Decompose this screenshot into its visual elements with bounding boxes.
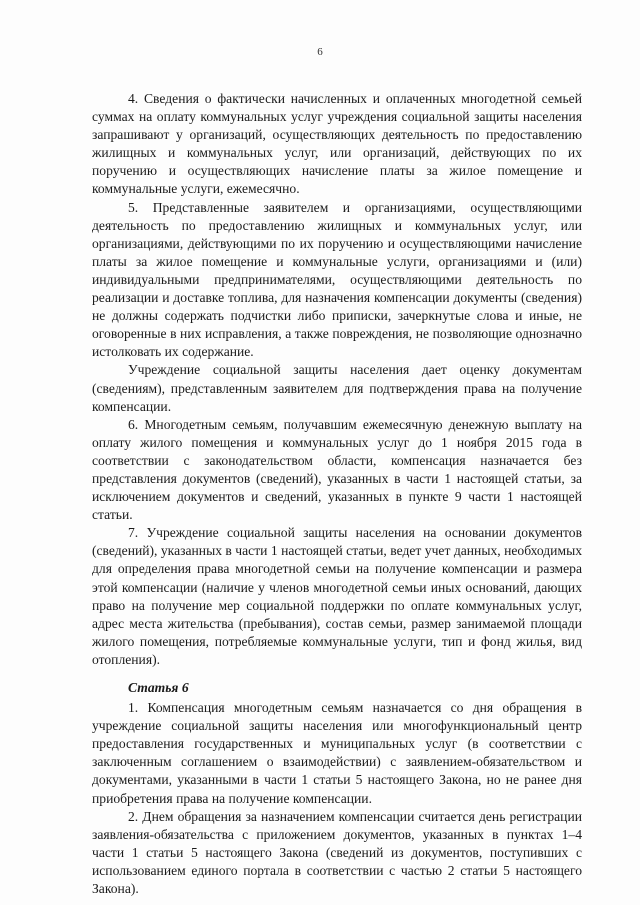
paragraph-5: 5. Представленные заявителем и организациями, осуществляющими деятельность по предоставлению жилищных и коммунальных услуг, или организациями, действующими по их поручению и осуществляющими начисление платы за жилое помещение и коммунальные услуги, организациями и (или) индивидуальными предпринимателями, осуществляющими деятельность по реализации и доставке топлива, для назначения компенсации документы (сведения) не должны содержать подчистки либо приписки, зачеркнутые слова и иные, не оговоренные в них исправления, а также повреждения, не позволяющие однозначно истолковать их содержание. (92, 199, 582, 360)
paragraph-4: 4. Сведения о фактически начисленных и оплаченных многодетной семьей суммах на оплату коммунальных услуг учреждения социальной защиты населения запрашивают у организаций, осуществляющих деятельность по предоставлению жилищных и коммунальных услуг, или организаций, действующих по их поручению и осуществляющих начисление платы за жилое помещение и коммунальные услуги, ежемесячно. (92, 91, 582, 197)
article-heading: Статья 6 (128, 680, 189, 695)
paragraph-assessment: Учреждение социальной защиты населения дает оценку документам (сведениям), представленным заявителем для подтверждения права на получение компенсации. (92, 362, 582, 414)
paragraph-6: 6. Многодетным семьям, получавшим ежемесячную денежную выплату на оплату жилого помещения и коммунальных услуг до 1 ноября 2015 года в соответствии с законодательством области, компенсация назначается без представления документов (сведений), указанных в части 1 настоящей статьи, за исключением документов и сведений, указанных в пункте 9 части 1 настоящей статьи. (92, 416, 582, 523)
document-body (92, 90, 582, 898)
page-number: 6 (317, 46, 323, 58)
article6-paragraph-1: 1. Компенсация многодетным семьям назначается со дня обращения в учреждение социальной защиты населения или многофункциональный центр предоставления государственных и муниципальных услуг (в соответствии с заключенным соглашением о взаимодействии) с заявлением-обязательством и документами, указанными в части 1 статьи 5 настоящего Закона, но не ранее дня приобретения права на получение компенсации. (92, 700, 582, 806)
paragraph-7: 7. Учреждение социальной защиты населения на основании документов (сведений), указанных в части 1 настоящей статьи, ведет учет данных, необходимых для определения права многодетной семьи на получение компенсации и размера этой компенсации (наличие у членов многодетной семьи иных оснований, дающих право на получение мер социальной поддержки по оплате коммунальных услуг, адрес места жительства (пребывания), состав семьи, размер занимаемой площади жилого помещения, потребляемые коммунальные услуги, тип и фонд жилья, вид отопления). (92, 525, 582, 667)
article6-paragraph-2: 2. Днем обращения за назначением компенсации считается день регистрации заявления-обязательства с приложением документов, указанных в пунктах 1–4 части 1 статьи 5 настоящего Закона (сведений из документов, поступивших с использованием единого портала в соответствии с частью 2 статьи 5 настоящего Закона). (92, 808, 582, 897)
